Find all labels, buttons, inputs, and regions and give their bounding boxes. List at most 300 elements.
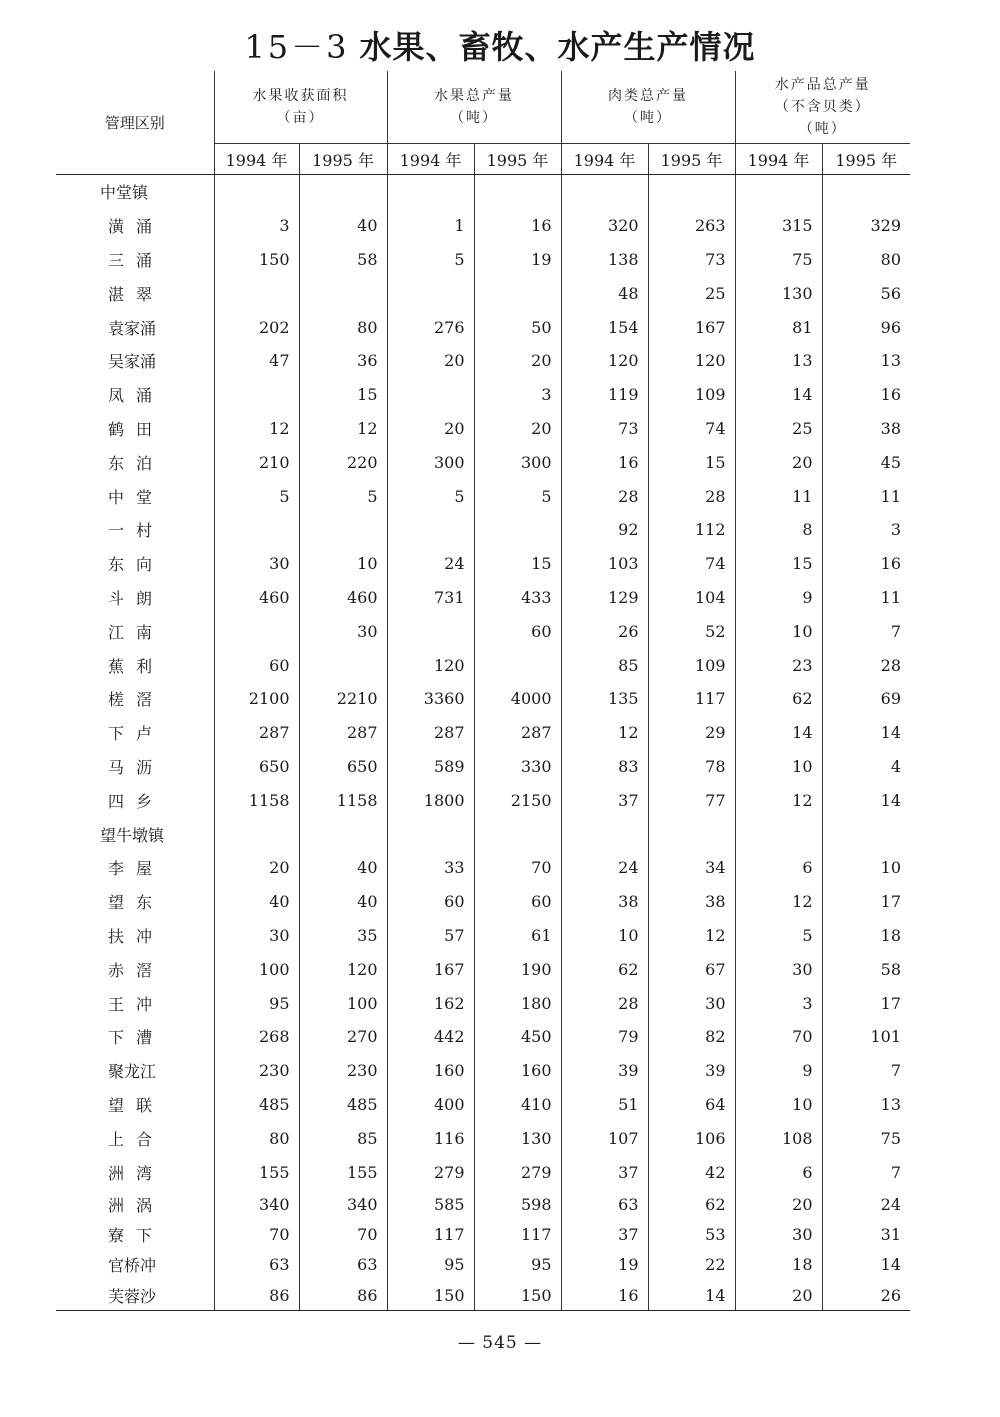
value-cell: 63 [561,1189,648,1219]
value-cell: 135 [561,682,648,716]
district-name: 芙蓉沙 [56,1280,214,1311]
district-name: 潢涌 [108,217,165,237]
value-cell [299,513,387,547]
value-cell: 160 [474,1054,561,1088]
table-row [56,378,910,412]
year-header: 1995 年 [474,144,561,175]
value-cell: 6 [735,851,822,885]
value-cell: 70 [474,851,561,885]
value-cell [822,175,910,209]
value-cell: 13 [735,344,822,378]
value-cell: 16 [822,547,910,581]
table-row [56,344,910,378]
value-cell: 460 [214,581,299,615]
value-cell: 101 [822,1020,910,1054]
value-cell: 220 [299,445,387,479]
value-cell: 48 [561,276,648,310]
value-cell: 34 [648,851,735,885]
value-cell: 107 [561,1121,648,1155]
value-cell: 585 [387,1189,474,1219]
value-cell [474,817,561,851]
value-cell: 15 [299,378,387,412]
value-cell: 5 [387,243,474,277]
value-cell [387,817,474,851]
district-name: 扶冲 [108,926,165,946]
value-cell: 119 [561,378,648,412]
value-cell: 300 [387,445,474,479]
district-name: 蕉利 [108,656,165,676]
value-cell: 10 [735,1088,822,1122]
value-cell: 30 [735,952,822,986]
table-row [56,986,910,1020]
table-row [56,1054,910,1088]
value-cell: 129 [561,581,648,615]
value-cell [561,817,648,851]
value-cell: 120 [299,952,387,986]
value-cell: 70 [214,1219,299,1249]
district-name: 吴家涌 [108,352,157,372]
district-name: 马沥 [108,757,165,777]
value-cell: 10 [822,851,910,885]
value-cell: 120 [387,648,474,682]
value-cell: 120 [648,344,735,378]
value-cell: 138 [561,243,648,277]
value-cell: 19 [474,243,561,277]
value-cell: 210 [214,445,299,479]
value-cell: 40 [299,885,387,919]
value-cell: 1 [387,209,474,243]
value-cell: 167 [387,952,474,986]
district-name: 王冲 [108,994,165,1014]
value-cell: 5 [299,479,387,513]
value-cell: 485 [214,1088,299,1122]
value-cell: 155 [299,1155,387,1189]
town-name: 望牛墩镇 [100,825,165,845]
value-cell: 85 [561,648,648,682]
value-cell: 20 [214,851,299,885]
value-cell: 10 [735,614,822,648]
value-cell: 130 [735,276,822,310]
table-row [56,412,910,446]
value-cell: 63 [299,1250,387,1280]
value-cell: 61 [474,919,561,953]
district-name: 江南 [108,622,165,642]
district-name: 槎滘 [108,690,165,710]
table-row [56,952,910,986]
value-cell: 9 [735,581,822,615]
district-name: 望联 [108,1095,165,1115]
value-cell: 11 [822,581,910,615]
value-cell: 279 [387,1155,474,1189]
value-cell: 731 [387,581,474,615]
value-cell: 14 [648,1280,735,1311]
value-cell: 95 [214,986,299,1020]
value-cell: 190 [474,952,561,986]
value-cell: 1158 [214,783,299,817]
value-cell: 69 [822,682,910,716]
value-cell [299,817,387,851]
value-cell: 433 [474,581,561,615]
value-cell: 73 [648,243,735,277]
value-cell: 50 [474,310,561,344]
value-cell: 26 [561,614,648,648]
value-cell [299,175,387,209]
value-cell [561,175,648,209]
value-cell: 650 [214,750,299,784]
value-cell: 74 [648,547,735,581]
value-cell [299,648,387,682]
value-cell: 13 [822,1088,910,1122]
value-cell: 95 [387,1250,474,1280]
value-cell [214,276,299,310]
value-cell: 56 [822,276,910,310]
town-name: 中堂镇 [100,183,149,203]
value-cell: 8 [735,513,822,547]
district-name: 中堂 [108,487,165,507]
district-name: 凤涌 [108,386,165,406]
year-header: 1995 年 [822,144,910,175]
value-cell: 24 [822,1189,910,1219]
value-cell: 58 [822,952,910,986]
district-name: 寮下 [108,1225,165,1245]
value-cell: 14 [822,716,910,750]
year-header: 1995 年 [299,144,387,175]
value-cell: 400 [387,1088,474,1122]
value-cell [214,614,299,648]
table-row [56,276,910,310]
table-row [56,479,910,513]
value-cell: 16 [561,1280,648,1311]
value-cell: 13 [822,344,910,378]
value-cell: 287 [214,716,299,750]
year-header: 1994 年 [735,144,822,175]
value-cell: 30 [735,1219,822,1249]
district-name: 一村 [108,521,165,541]
value-cell: 120 [561,344,648,378]
table-row [56,614,910,648]
value-cell [648,175,735,209]
value-cell [387,175,474,209]
value-cell: 63 [214,1250,299,1280]
table-row [56,648,910,682]
value-cell: 19 [561,1250,648,1280]
value-cell: 117 [387,1219,474,1249]
table-row [56,513,910,547]
value-cell: 70 [299,1219,387,1249]
value-cell: 38 [561,885,648,919]
value-cell [214,378,299,412]
table-row [56,1280,910,1311]
value-cell: 11 [735,479,822,513]
value-cell: 130 [474,1121,561,1155]
value-cell: 18 [822,919,910,953]
value-cell: 30 [214,919,299,953]
value-cell: 73 [561,412,648,446]
district-name: 上合 [108,1129,165,1149]
value-cell: 28 [561,479,648,513]
value-cell: 14 [822,1250,910,1280]
table-row [56,1121,910,1155]
value-cell: 263 [648,209,735,243]
value-cell: 410 [474,1088,561,1122]
value-cell: 2150 [474,783,561,817]
value-cell: 39 [561,1054,648,1088]
district-name: 三涌 [108,250,165,270]
value-cell: 37 [561,1219,648,1249]
table-row [56,547,910,581]
value-cell: 37 [561,783,648,817]
value-cell: 35 [299,919,387,953]
value-cell: 4 [822,750,910,784]
group-header-fruit-output: 水果总产量 （吨） [387,71,561,144]
value-cell: 180 [474,986,561,1020]
table-row [56,243,910,277]
value-cell: 75 [735,243,822,277]
group-header-fruit-area: 水果收获面积 （亩） [214,71,387,144]
value-cell: 92 [561,513,648,547]
value-cell: 36 [299,344,387,378]
value-cell: 96 [822,310,910,344]
value-cell: 17 [822,986,910,1020]
value-cell: 7 [822,614,910,648]
table-row [56,310,910,344]
value-cell: 340 [299,1189,387,1219]
table-body [56,175,910,1311]
value-cell: 30 [214,547,299,581]
value-cell: 47 [214,344,299,378]
district-name: 望东 [108,893,165,913]
value-cell: 64 [648,1088,735,1122]
value-cell: 14 [822,783,910,817]
value-cell: 340 [214,1189,299,1219]
value-cell: 442 [387,1020,474,1054]
value-cell: 62 [648,1189,735,1219]
value-cell: 315 [735,209,822,243]
value-cell: 9 [735,1054,822,1088]
value-cell [822,817,910,851]
value-cell: 14 [735,378,822,412]
value-cell: 1800 [387,783,474,817]
value-cell: 11 [822,479,910,513]
value-cell: 287 [299,716,387,750]
value-cell: 150 [387,1280,474,1311]
table-row [56,682,910,716]
value-cell: 15 [474,547,561,581]
table-title: 水果、畜牧、水产生产情况 [359,28,756,66]
value-cell: 62 [735,682,822,716]
district-name: 赤滘 [108,960,165,980]
value-cell: 28 [561,986,648,1020]
value-cell: 100 [299,986,387,1020]
district-name: 斗朗 [108,588,165,608]
table-row [56,919,910,953]
district-name: 李屋 [108,859,165,879]
value-cell: 38 [822,412,910,446]
value-cell: 5 [735,919,822,953]
table-row [56,1020,910,1054]
table-row [56,1189,910,1219]
district-name: 聚龙江 [108,1062,157,1082]
value-cell [474,276,561,310]
value-cell: 320 [561,209,648,243]
value-cell: 112 [648,513,735,547]
page-title [0,22,1000,68]
table-row [56,885,910,919]
value-cell [474,513,561,547]
value-cell: 80 [214,1121,299,1155]
value-cell: 108 [735,1121,822,1155]
value-cell: 276 [387,310,474,344]
value-cell: 598 [474,1189,561,1219]
district-name: 鹤田 [108,419,165,439]
value-cell: 37 [561,1155,648,1189]
value-cell: 12 [561,716,648,750]
table-row [56,445,910,479]
value-cell: 3 [822,513,910,547]
value-cell [387,513,474,547]
value-cell: 330 [474,750,561,784]
value-cell [214,175,299,209]
value-cell: 7 [822,1155,910,1189]
value-cell: 24 [561,851,648,885]
value-cell: 74 [648,412,735,446]
value-cell: 485 [299,1088,387,1122]
table-row [56,581,910,615]
value-cell [214,817,299,851]
value-cell: 62 [561,952,648,986]
value-cell: 15 [735,547,822,581]
value-cell: 20 [474,344,561,378]
value-cell: 3 [474,378,561,412]
table-row [56,1250,910,1280]
value-cell: 58 [299,243,387,277]
value-cell: 104 [648,581,735,615]
value-cell: 117 [474,1219,561,1249]
district-name: 四乡 [108,791,165,811]
year-header: 1994 年 [387,144,474,175]
value-cell: 75 [822,1121,910,1155]
row-label-header: 管理区别 [56,71,214,175]
value-cell: 15 [648,445,735,479]
table-row [56,1088,910,1122]
value-cell: 2210 [299,682,387,716]
value-cell: 26 [822,1280,910,1311]
value-cell: 40 [299,851,387,885]
value-cell: 95 [474,1250,561,1280]
value-cell: 60 [474,614,561,648]
value-cell: 60 [474,885,561,919]
value-cell: 40 [214,885,299,919]
value-cell: 10 [299,547,387,581]
value-cell: 300 [474,445,561,479]
value-cell: 287 [387,716,474,750]
value-cell: 33 [387,851,474,885]
value-cell: 450 [474,1020,561,1054]
value-cell: 12 [648,919,735,953]
value-cell: 80 [299,310,387,344]
value-cell: 14 [735,716,822,750]
value-cell [735,817,822,851]
district-name: 东泊 [108,453,165,473]
value-cell: 12 [735,885,822,919]
value-cell: 78 [648,750,735,784]
value-cell: 106 [648,1121,735,1155]
value-cell: 31 [822,1219,910,1249]
value-cell: 45 [822,445,910,479]
value-cell: 86 [214,1280,299,1311]
year-header: 1995 年 [648,144,735,175]
value-cell: 287 [474,716,561,750]
district-name: 洲涡 [108,1195,165,1215]
value-cell: 24 [387,547,474,581]
district-name: 洲湾 [108,1163,165,1183]
value-cell: 81 [735,310,822,344]
value-cell: 38 [648,885,735,919]
value-cell: 12 [214,412,299,446]
value-cell: 12 [735,783,822,817]
value-cell: 25 [648,276,735,310]
page-number: — 545 — [457,1333,543,1353]
value-cell: 3 [214,209,299,243]
value-cell: 51 [561,1088,648,1122]
value-cell: 16 [474,209,561,243]
year-header: 1994 年 [214,144,299,175]
table-row [56,1155,910,1189]
value-cell [735,175,822,209]
value-cell: 103 [561,547,648,581]
value-cell: 20 [735,1280,822,1311]
value-cell: 86 [299,1280,387,1311]
district-name: 下卢 [108,724,165,744]
value-cell: 22 [648,1250,735,1280]
group-header-meat-output: 肉类总产量 （吨） [561,71,735,144]
value-cell: 10 [735,750,822,784]
value-cell: 40 [299,209,387,243]
district-name: 下漕 [108,1028,165,1048]
value-cell: 60 [387,885,474,919]
value-cell: 109 [648,648,735,682]
value-cell: 3 [735,986,822,1020]
value-cell [387,614,474,648]
value-cell: 82 [648,1020,735,1054]
value-cell [474,175,561,209]
district-name: 湛翠 [108,284,165,304]
value-cell: 28 [822,648,910,682]
value-cell: 12 [299,412,387,446]
value-cell: 270 [299,1020,387,1054]
value-cell: 16 [822,378,910,412]
table-number: 15－3 [244,28,350,66]
value-cell: 230 [299,1054,387,1088]
value-cell: 83 [561,750,648,784]
value-cell: 42 [648,1155,735,1189]
value-cell: 20 [474,412,561,446]
value-cell: 23 [735,648,822,682]
value-cell: 28 [648,479,735,513]
value-cell: 16 [561,445,648,479]
value-cell: 53 [648,1219,735,1249]
group-header-aquatic-output: 水产品总产量 （不含贝类） （吨） [735,71,910,144]
value-cell: 154 [561,310,648,344]
table-row [56,783,910,817]
value-cell: 109 [648,378,735,412]
value-cell: 460 [299,581,387,615]
value-cell [299,276,387,310]
value-cell: 329 [822,209,910,243]
value-cell [387,378,474,412]
value-cell: 116 [387,1121,474,1155]
value-cell: 39 [648,1054,735,1088]
